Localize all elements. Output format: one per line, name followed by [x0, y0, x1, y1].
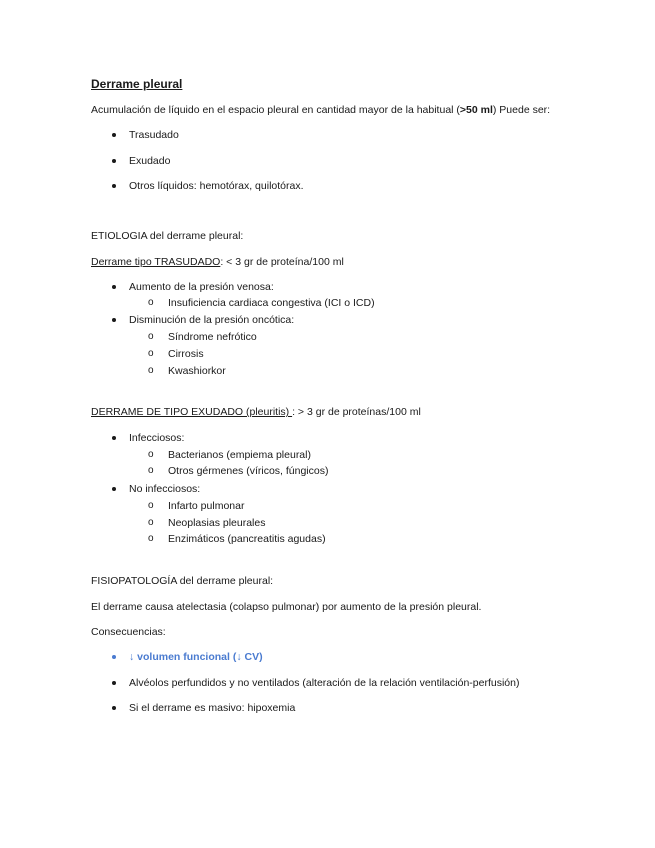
sub-bullet-icon: o: [148, 533, 154, 544]
list-item: Disminución de la presión oncótica:: [129, 314, 295, 326]
physiopathology-text: El derrame causa atelectasia (colapso pulmonar) por aumento de la presión pleural.: [91, 601, 482, 613]
bullet-icon: [112, 706, 116, 710]
sub-list-item: Kwashiorkor: [168, 365, 226, 377]
bullet-icon: [112, 184, 116, 188]
bullet-icon: [112, 285, 116, 289]
sub-bullet-icon: o: [148, 297, 154, 308]
list-item: Si el derrame es masivo: hipoxemia: [129, 702, 296, 714]
trasudado-heading-line: [91, 255, 344, 269]
list-item: No infecciosos:: [129, 483, 201, 495]
sub-bullet-icon: o: [148, 348, 154, 359]
list-item: Exudado: [129, 155, 171, 167]
sub-bullet-icon: o: [148, 500, 154, 511]
bullet-icon: [112, 655, 116, 659]
bullet-icon: [112, 133, 116, 137]
sub-list-item: Cirrosis: [168, 348, 204, 360]
sub-bullet-icon: o: [148, 517, 154, 528]
exudado-detail: : > 3 gr de proteínas/100 ml: [292, 406, 421, 418]
sub-bullet-icon: o: [148, 365, 154, 376]
list-item: Trasudado: [129, 129, 179, 141]
list-item: Otros líquidos: hemotórax, quilotórax.: [129, 180, 304, 192]
sub-bullet-icon: o: [148, 465, 154, 476]
bullet-icon: [112, 159, 116, 163]
sub-bullet-icon: o: [148, 449, 154, 460]
sub-list-item: Síndrome nefrótico: [168, 331, 257, 343]
trasudado-detail: : < 3 gr de proteína/100 ml: [220, 256, 344, 268]
consequences-heading: Consecuencias:: [91, 626, 166, 638]
sub-bullet-icon: o: [148, 331, 154, 342]
bullet-icon: [112, 318, 116, 322]
list-item: Aumento de la presión venosa:: [129, 281, 274, 293]
list-item-highlighted: ↓ volumen funcional (↓ CV): [129, 651, 263, 663]
sub-list-item: Otros gérmenes (víricos, fúngicos): [168, 465, 329, 477]
sub-list-item: Infarto pulmonar: [168, 500, 245, 512]
sub-list-item: Neoplasias pleurales: [168, 517, 266, 529]
intro-paragraph: [91, 103, 550, 117]
exudado-heading-line: [91, 405, 421, 419]
intro-text-bold: >50 ml: [459, 104, 493, 116]
sub-list-item: Bacterianos (empiema pleural): [168, 449, 311, 461]
physiopathology-heading: FISIOPATOLOGÍA del derrame pleural:: [91, 575, 274, 587]
intro-text-before: Acumulación de líquido en el espacio pleural en cantidad mayor de la habitual (: [91, 104, 460, 116]
trasudado-heading: Derrame tipo TRASUDADO: [91, 256, 221, 268]
sub-list-item: Insuficiencia cardiaca congestiva (ICI o ICD): [168, 297, 375, 309]
bullet-icon: [112, 681, 116, 685]
intro-text-after: ) Puede ser:: [492, 104, 551, 116]
exudado-heading: DERRAME DE TIPO EXUDADO (pleuritis): [91, 406, 293, 418]
page-title: Derrame pleural: [91, 77, 183, 91]
bullet-icon: [112, 436, 116, 440]
sub-list-item: Enzimáticos (pancreatitis agudas): [168, 533, 326, 545]
bullet-icon: [112, 487, 116, 491]
etiology-heading: ETIOLOGIA del derrame pleural:: [91, 230, 244, 242]
list-item: Infecciosos:: [129, 432, 185, 444]
list-item: Alvéolos perfundidos y no ventilados (alteración de la relación ventilación-perfusión): [129, 677, 520, 689]
